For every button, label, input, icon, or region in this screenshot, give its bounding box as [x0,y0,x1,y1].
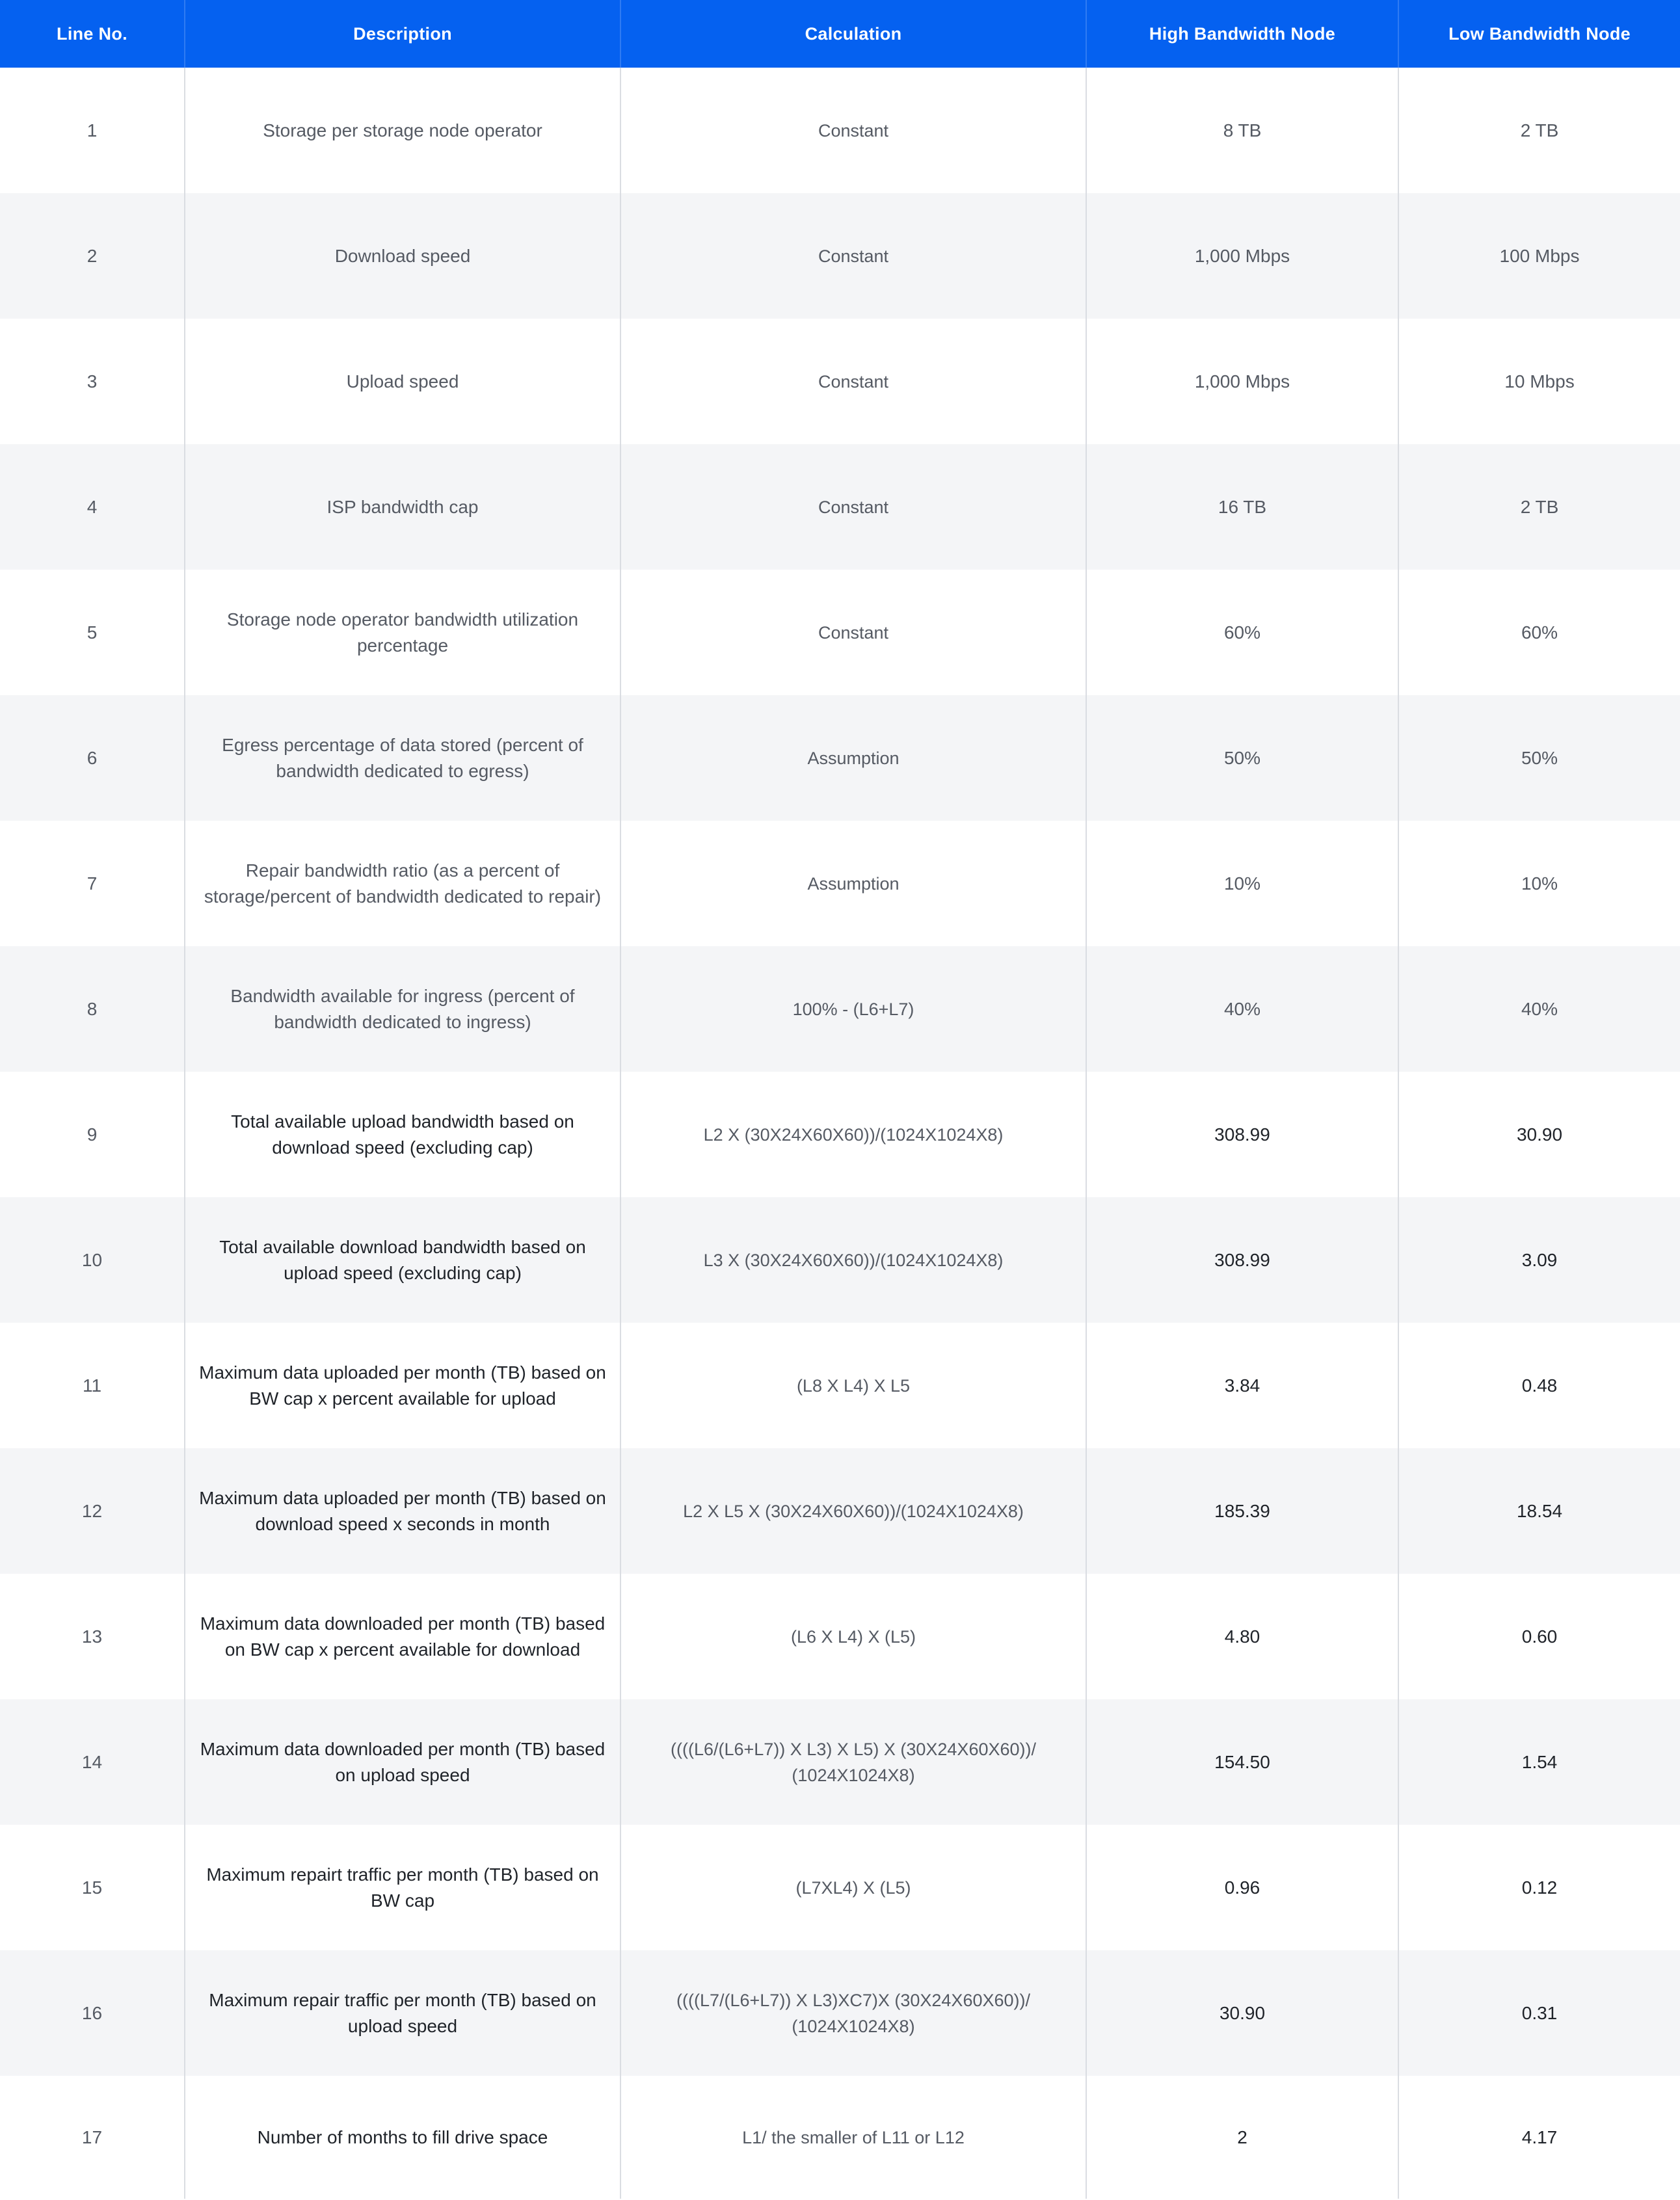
table-row [0,1574,1680,1699]
table-row [0,821,1680,946]
cell-line-no: 4 [0,444,185,570]
cell-line-no: 13 [0,1574,185,1699]
cell-low-bandwidth: 3.09 [1521,1249,1558,1270]
cell-calculation: Assumption [620,821,1086,946]
cell-description: ISP bandwidth cap [185,444,620,570]
table-row [0,1323,1680,1448]
cell-calculation: Constant [620,193,1086,319]
table-row [0,1448,1680,1574]
cell-line-no: 6 [0,695,185,821]
cell-calculation: 100% - (L6+L7) [620,946,1086,1072]
cell-description: Total available download bandwidth based on upload speed (excluding cap) [185,1197,620,1323]
cell-high-bandwidth: 8 TB [1086,68,1398,193]
cell-calculation: (L8 X L4) X L5 [620,1323,1086,1448]
cell-high-bandwidth: 60% [1086,570,1398,695]
cell-high-bandwidth: 1,000 Mbps [1086,319,1398,444]
cell-calculation: Constant [620,570,1086,695]
cell-high-bandwidth: 3.84 [1086,1323,1398,1448]
table-row [0,2076,1680,2199]
cell-high-bandwidth: 50% [1086,695,1398,821]
cell-low-bandwidth: 0.31 [1521,2002,1558,2023]
cell-line-no: 11 [0,1323,185,1448]
cell-low-bandwidth: 100 Mbps [1499,245,1580,266]
cell-description: Maximum repairt traffic per month (TB) based on BW cap [185,1825,620,1950]
cell-high-bandwidth: 308.99 [1086,1197,1398,1323]
cell-calculation: (L6 X L4) X (L5) [620,1574,1086,1699]
table-row [0,1072,1680,1197]
cell-high-bandwidth: 154.50 [1086,1699,1398,1825]
cell-low-bandwidth: 40% [1521,998,1558,1019]
table-row [0,193,1680,319]
header-line-no: Line No. [0,0,185,68]
header-low-bandwidth-node: Low Bandwidth Node [1448,23,1631,44]
table-row [0,1950,1680,2076]
table-body [0,68,1680,2199]
header-high-bandwidth-node: High Bandwidth Node [1086,0,1398,68]
cell-line-no: 10 [0,1197,185,1323]
cell-calculation: L2 X (30X24X60X60))/(1024X1024X8) [620,1072,1086,1197]
cell-high-bandwidth: 185.39 [1086,1448,1398,1574]
cell-high-bandwidth: 308.99 [1086,1072,1398,1197]
cell-low-bandwidth: 60% [1521,622,1558,643]
cell-low-bandwidth: 18.54 [1516,1500,1563,1521]
cell-description: Storage node operator bandwidth utilization percentage [185,570,620,695]
cell-low-bandwidth: 0.60 [1521,1626,1558,1647]
cell-high-bandwidth: 40% [1086,946,1398,1072]
table-row [0,1825,1680,1950]
cell-low-bandwidth: 30.90 [1516,1124,1563,1145]
cell-description: Upload speed [185,319,620,444]
cell-line-no: 3 [0,319,185,444]
cell-line-no: 16 [0,1950,185,2076]
cell-description: Bandwidth available for ingress (percent of bandwidth dedicated to ingress) [185,946,620,1072]
cell-calculation: L1/ the smaller of L11 or L12 [620,2076,1086,2199]
cell-calculation: Assumption [620,695,1086,821]
cell-low-bandwidth: 10 Mbps [1504,371,1575,391]
header-description: Description [185,0,620,68]
cell-calculation: Constant [620,444,1086,570]
cell-description: Maximum data downloaded per month (TB) based on BW cap x percent available for download [185,1574,620,1699]
cell-calculation: (L7XL4) X (L5) [620,1825,1086,1950]
cell-line-no: 14 [0,1699,185,1825]
table-row [0,570,1680,695]
table-row [0,319,1680,444]
cell-description: Maximum data uploaded per month (TB) based on download speed x seconds in month [185,1448,620,1574]
table-row [0,946,1680,1072]
cell-low-bandwidth: 50% [1521,747,1558,768]
cell-description: Number of months to fill drive space [185,2076,620,2199]
table-row [0,1197,1680,1323]
cell-high-bandwidth: 4.80 [1086,1574,1398,1699]
cell-description: Storage per storage node operator [185,68,620,193]
cell-description: Maximum data downloaded per month (TB) based on upload speed [185,1699,620,1825]
table-row [0,695,1680,821]
cell-low-bandwidth: 2 TB [1520,120,1559,140]
table-row [0,444,1680,570]
cell-calculation: ((((L7/(L6+L7)) X L3)XC7)X (30X24X60X60))/ (1024X1024X8) [620,1950,1086,2076]
cell-high-bandwidth: 2 [1086,2076,1398,2199]
cell-line-no: 2 [0,193,185,319]
cell-line-no: 5 [0,570,185,695]
cell-description: Maximum data uploaded per month (TB) based on BW cap x percent available for upload [185,1323,620,1448]
cell-low-bandwidth: 2 TB [1520,496,1559,517]
cell-high-bandwidth: 10% [1086,821,1398,946]
cell-low-bandwidth: 4.17 [1521,2127,1558,2147]
cell-description: Download speed [185,193,620,319]
cell-line-no: 12 [0,1448,185,1574]
cell-high-bandwidth: 30.90 [1086,1950,1398,2076]
header-row [0,0,1680,68]
cell-line-no: 17 [0,2076,185,2199]
cell-calculation: ((((L6/(L6+L7)) X L3) X L5) X (30X24X60X60))/ (1024X1024X8) [620,1699,1086,1825]
cell-low-bandwidth: 0.12 [1521,1877,1558,1898]
cell-low-bandwidth: 10% [1521,873,1558,894]
cell-low-bandwidth: 1.54 [1521,1751,1558,1772]
cell-high-bandwidth: 16 TB [1086,444,1398,570]
cell-line-no: 8 [0,946,185,1072]
cell-description: Maximum repair traffic per month (TB) based on upload speed [185,1950,620,2076]
cell-line-no: 7 [0,821,185,946]
cell-high-bandwidth: 0.96 [1086,1825,1398,1950]
header-calculation: Calculation [620,0,1086,68]
cell-calculation: L2 X L5 X (30X24X60X60))/(1024X1024X8) [620,1448,1086,1574]
cell-line-no: 9 [0,1072,185,1197]
cell-line-no: 15 [0,1825,185,1950]
cell-description: Repair bandwidth ratio (as a percent of storage/percent of bandwidth dedicated to repair) [185,821,620,946]
cell-calculation: Constant [620,319,1086,444]
cell-low-bandwidth: 0.48 [1521,1375,1558,1396]
table-header [0,0,1680,68]
cell-line-no: 1 [0,68,185,193]
cell-description: Total available upload bandwidth based on download speed (excluding cap) [185,1072,620,1197]
cell-description: Egress percentage of data stored (percent of bandwidth dedicated to egress) [185,695,620,821]
table-row [0,1699,1680,1825]
cell-calculation: Constant [620,68,1086,193]
cell-calculation: L3 X (30X24X60X60))/(1024X1024X8) [620,1197,1086,1323]
table-row [0,68,1680,193]
cell-high-bandwidth: 1,000 Mbps [1086,193,1398,319]
